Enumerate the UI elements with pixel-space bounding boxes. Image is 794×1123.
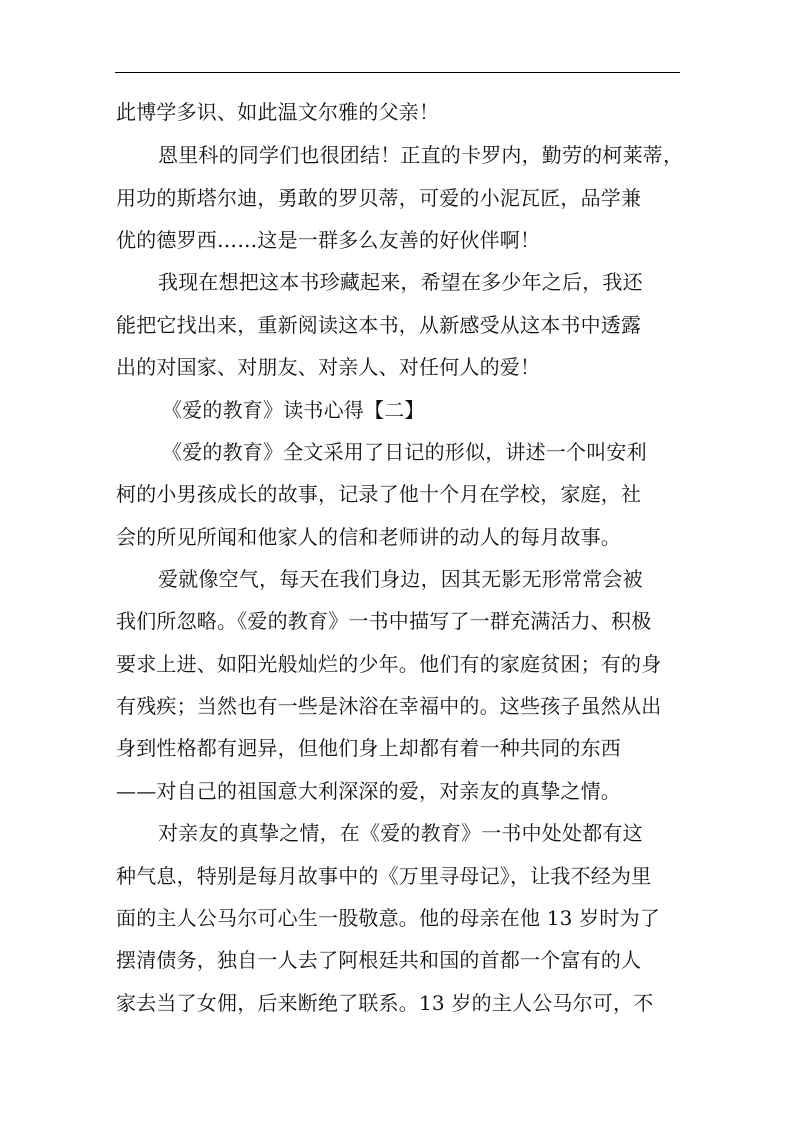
text-line-3: 用功的斯塔尔迪，勇敢的罗贝蒂，可爱的小泥瓦匠，品学兼 — [116, 186, 642, 210]
text-line-14: 要求上进、如阳光般灿烂的少年。他们有的家庭贫困；有的身 — [116, 652, 662, 676]
text-line-18: 对亲友的真挚之情，在《爱的教育》一书中处处都有这 — [158, 821, 643, 845]
text-line-20: 面的主人公马尔可心生一股敬意。他的母亲在他 13 岁时为了 — [116, 906, 660, 930]
text-line-15: 有残疾；当然也有一些是沐浴在幸福中的。这些孩子虽然从出 — [116, 694, 662, 718]
text-line-16: 身到性格都有迥异，但他们身上却都有着一种共同的东西 — [116, 736, 621, 760]
text-line-2: 恩里科的同学们也很团结！正直的卡罗内，勤劳的柯莱蒂， — [158, 143, 684, 167]
text-line-10: 柯的小男孩成长的故事，记录了他十个月在学校，家庭，社 — [116, 482, 642, 506]
text-line-1: 此博学多识、如此温文尔雅的父亲！ — [116, 100, 440, 124]
text-line-4: 优的德罗西……这是一群多么友善的好伙伴啊！ — [116, 228, 541, 252]
text-line-22: 家去当了女佣，后来断绝了联系。13 岁的主人公马尔可，不 — [116, 991, 654, 1015]
section-heading: 《爱的教育》读书心得【二】 — [162, 398, 425, 422]
text-line-11: 会的所见所闻和他家人的信和老师讲的动人的每月故事。 — [116, 525, 621, 549]
header-rule — [115, 72, 680, 73]
text-line-13: 我们所忽略。《爱的教育》一书中描写了一群充满活力、积极 — [116, 609, 652, 633]
text-line-12: 爱就像空气，每天在我们身边，因其无影无形常常会被 — [158, 567, 643, 591]
text-line-19: 种气息，特别是每月故事中的《万里寻母记》，让我不经为里 — [116, 864, 652, 888]
text-line-6: 能把它找出来，重新阅读这本书，从新感受从这本书中透露 — [116, 313, 642, 337]
text-line-17: ——对自己的祖国意大利深深的爱，对亲友的真挚之情。 — [116, 779, 621, 803]
text-line-7: 出的对国家、对朋友、对亲人、对任何人的爱！ — [116, 355, 541, 379]
text-line-5: 我现在想把这本书珍藏起来，希望在多少年之后，我还 — [158, 270, 643, 294]
text-line-21: 摆清债务，独自一人去了阿根廷共和国的首都一个富有的人 — [116, 948, 642, 972]
text-line-9: 《爱的教育》全文采用了日记的形似，讲述一个叫安利 — [162, 440, 647, 464]
